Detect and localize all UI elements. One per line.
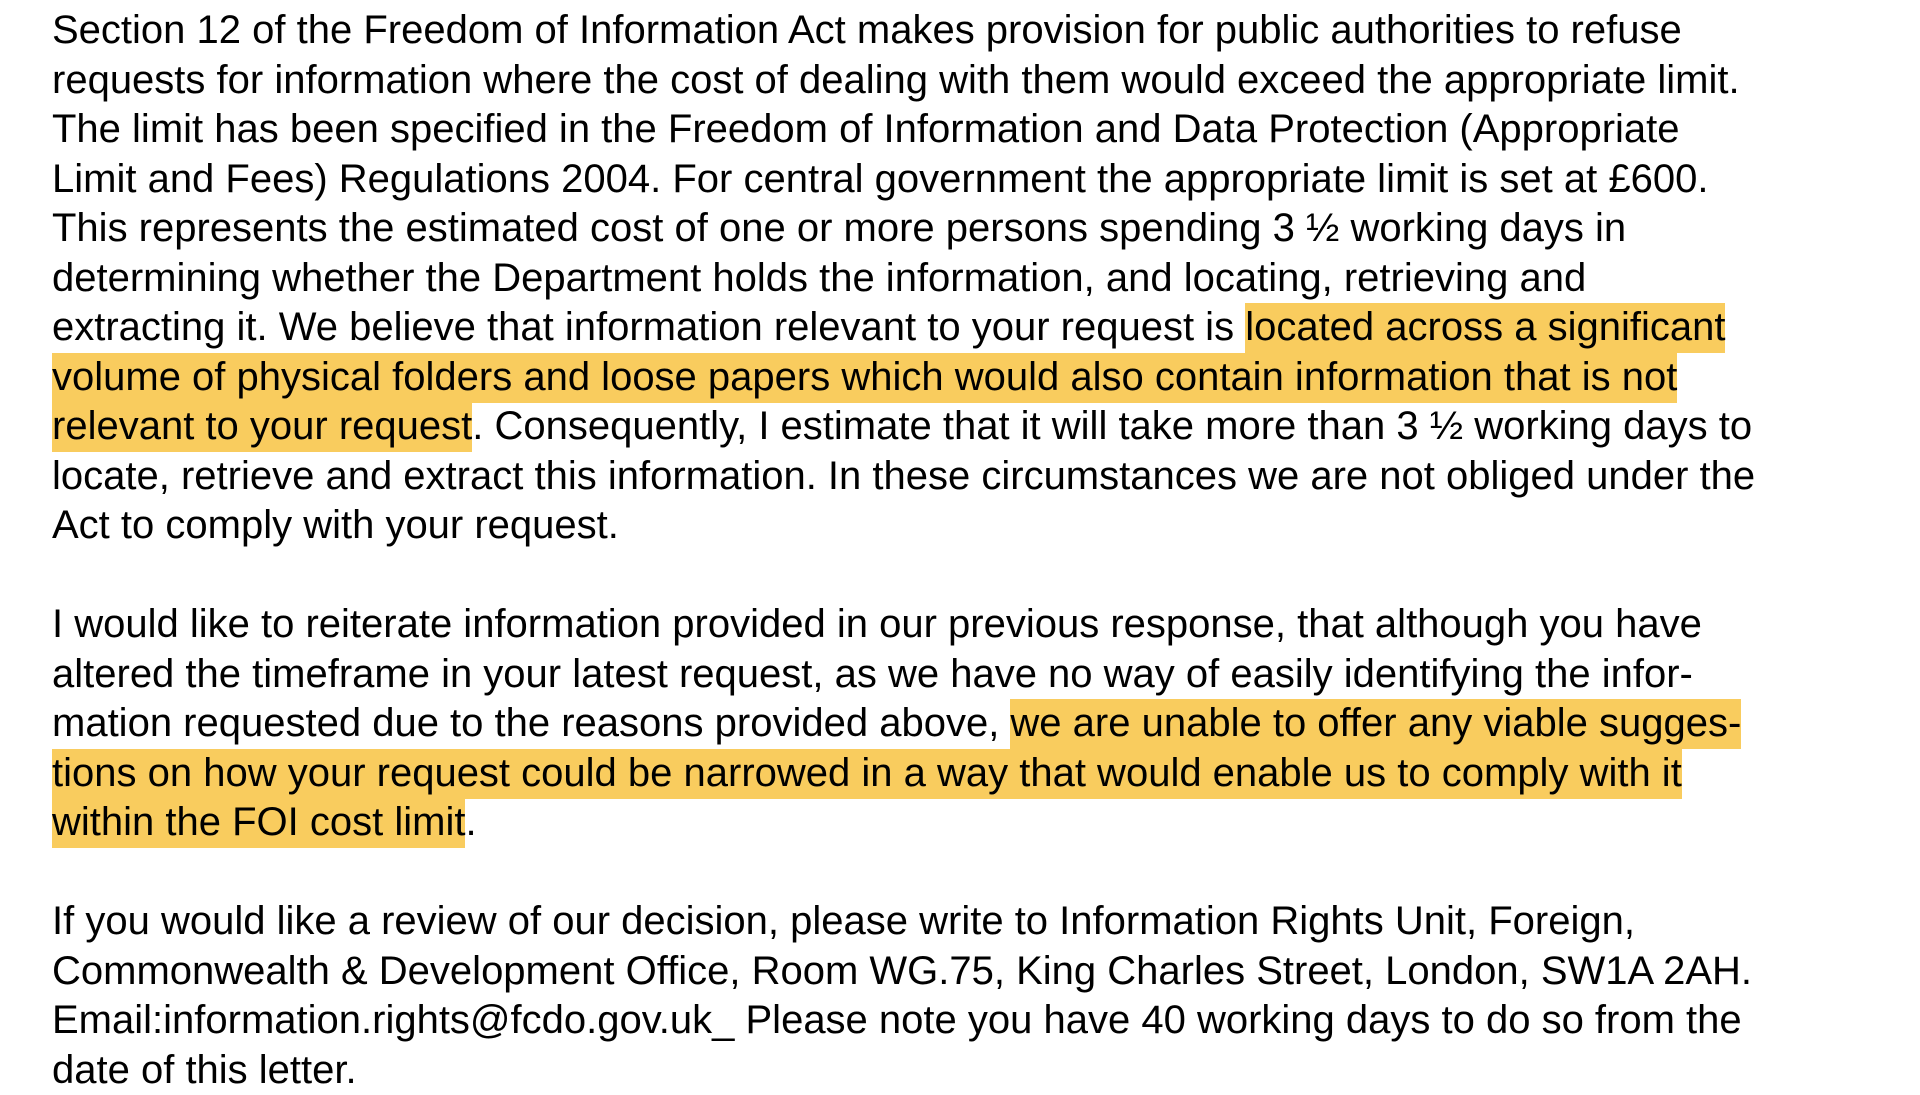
text-line: This represents the estimated cost of one or more persons spending 3 ½ working days in xyxy=(52,204,1912,254)
reiterate-paragraph xyxy=(52,600,1912,848)
text-line: locate, retrieve and extract this information. In these circumstances we are not obliged under the xyxy=(52,452,1912,502)
text-line: date of this letter. xyxy=(52,1046,1912,1095)
text-segment: extracting it. We believe that information relevant to your request is xyxy=(52,305,1245,349)
text-line: Section 12 of the Freedom of Information Act makes provision for public authorities to refuse xyxy=(52,6,1912,56)
text-line xyxy=(52,699,1912,749)
text-line: Act to comply with your request. xyxy=(52,501,1912,551)
text-line xyxy=(52,353,1912,403)
text-line: requests for information where the cost of dealing with them would exceed the appropriate limit. xyxy=(52,56,1912,106)
text-segment: _ Please note you have 40 working days to do so from the xyxy=(712,998,1742,1042)
highlighted-text: tions on how your request could be narrowed in a way that would enable us to comply with it xyxy=(52,749,1682,799)
review-paragraph xyxy=(52,897,1912,1095)
highlighted-text: volume of physical folders and loose papers which would also contain information that is not xyxy=(52,353,1677,403)
text-segment: . Consequently, I estimate that it will take more than 3 ½ working days to xyxy=(472,404,1752,448)
text-line: altered the timeframe in your latest request, as we have no way of easily identifying the infor- xyxy=(52,650,1912,700)
text-line: If you would like a review of our decision, please write to Information Rights Unit, Foreign, xyxy=(52,897,1912,947)
highlighted-text: within the FOI cost limit xyxy=(52,798,465,848)
text-line xyxy=(52,798,1912,848)
text-line xyxy=(52,402,1912,452)
text-line xyxy=(52,749,1912,799)
text-line: I would like to reiterate information provided in our previous response, that although you have xyxy=(52,600,1912,650)
text-segment: mation requested due to the reasons provided above, xyxy=(52,701,1010,745)
text-line xyxy=(52,303,1912,353)
paragraph-spacer xyxy=(52,551,1912,601)
letter-body xyxy=(52,6,1912,1095)
text-line xyxy=(52,996,1912,1046)
text-line: Limit and Fees) Regulations 2004. For central government the appropriate limit is set at £600. xyxy=(52,155,1912,205)
text-segment: . xyxy=(465,800,476,844)
email-link[interactable]: Email:information.rights@fcdo.gov.uk xyxy=(52,998,712,1042)
highlighted-text: relevant to your request xyxy=(52,402,472,452)
highlighted-text: we are unable to offer any viable sugges- xyxy=(1010,699,1741,749)
section-12-paragraph xyxy=(52,6,1912,551)
text-line: The limit has been specified in the Freedom of Information and Data Protection (Appropriate xyxy=(52,105,1912,155)
text-line: determining whether the Department holds the information, and locating, retrieving and xyxy=(52,254,1912,304)
paragraph-spacer xyxy=(52,848,1912,898)
highlighted-text: located across a significant xyxy=(1245,303,1725,353)
text-line: Commonwealth & Development Office, Room WG.75, King Charles Street, London, SW1A 2AH. xyxy=(52,947,1912,997)
